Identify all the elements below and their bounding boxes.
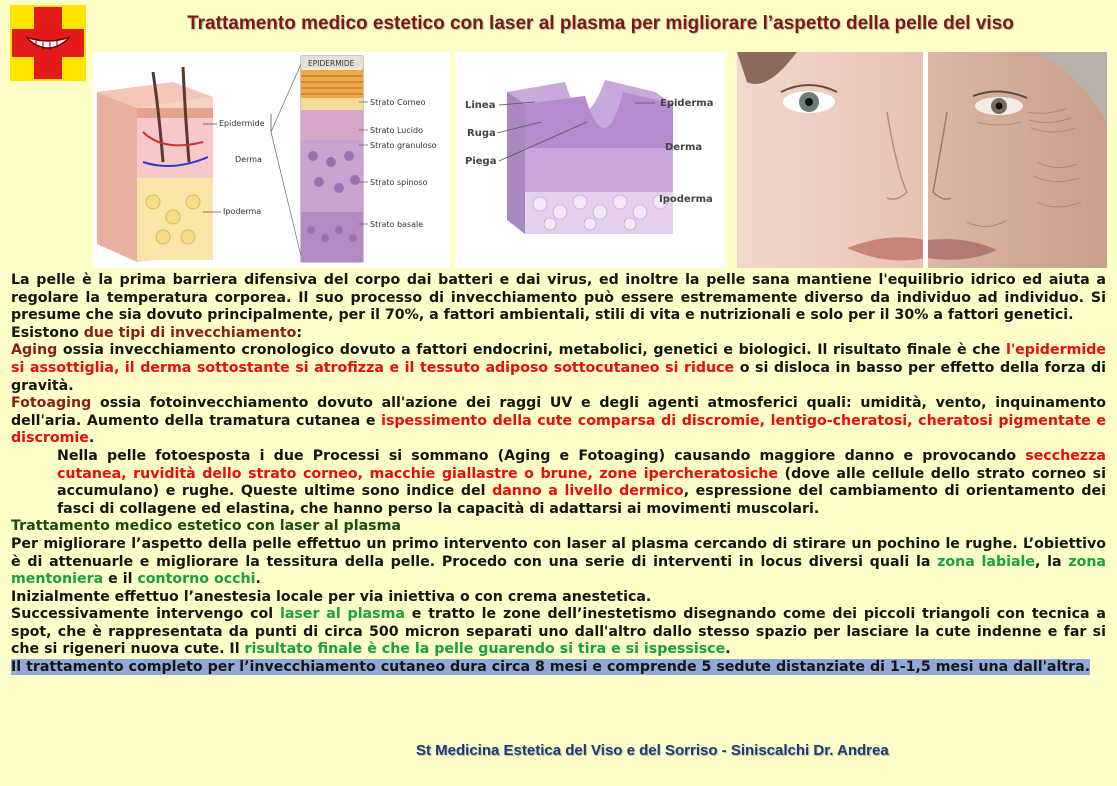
highlight-aging-effects: l'epidermide si assottiglia, il derma sottostante si atrofizza e il tessuto adiposo sottocutaneo si riduce	[11, 342, 1106, 376]
highlight-laser-plasma: laser al plasma	[279, 606, 405, 623]
paragraph-treatment-intro: Per migliorare l’aspetto della pelle effettuo un primo intervento con laser al plasma cercando di stirare un pochino le rughe. L’obiettivo è di attenuarle e migliorare la tessitura della pelle. Procedo con una serie di interventi in locus diversi quali la zona labiale, la zona mentoniera e il contorno occhi.	[11, 535, 1106, 588]
skin-layers-diagram	[93, 52, 450, 268]
section-heading-treatment: Trattamento medico estetico con laser al plasma	[11, 518, 401, 535]
fold-label-piega: Piega	[465, 156, 497, 167]
highlight-combined-effects: secchezza cutanea, ruvidità dello strato corneo, macchie giallastre o brune, zone ipercheratosiche	[57, 447, 1106, 482]
term-fotoaging: Fotoaging	[11, 395, 92, 412]
paragraph-combined: Nella pelle fotoesposta i due Processi si sommano (Aging e Fotoaging) causando maggiore danno e provocando secchezza cutanea, ruvidità dello strato corneo, macchie giallastre o brune, zone ipercheratosiche (dove alle cellule dello strato corneo si accumulano) e rughe. Queste ultime sono indice del danno a livello dermico, espressione del cambiamento di orientamento dei fasci di collagene ed elastina, che hanno perso la capacità di adattarsi ai movimenti muscolari.	[57, 447, 1106, 517]
highlight-due-tipi: due tipi di invecchiamento	[83, 324, 297, 341]
paragraph-fotoaging: Fotoaging ossia fotoinvecchiamento dovuto all'azione dei raggi UV e degli agenti atmosferici quali: umidità, vento, inquinamento dell'aria. Aumento della tramatura cutanea e ispessimento della cute comparsa di discromie, lentigo-cheratosi, cheratosi pigmentate e discromie.	[11, 395, 1106, 447]
highlight-danno-dermico: danno a livello dermico	[492, 483, 684, 500]
paragraph-intro: La pelle è la prima barriera difensiva del corpo dai batteri e dai virus, ed inoltre la pelle sana mantiene l'equilibrio idrico ed aiuta a regolare la temperatura corporea. Il suo processo di invecchiamento può essere estremamente diverso da individuo ad individuo. Si presume che sia dovuto principalmente, per il 70%, a fattori ambientali, stili di vita e nutrizionali e solo per il 30% a fattori genetici.	[11, 272, 1106, 324]
fold-label-ipoderma: Ipoderma	[659, 194, 713, 205]
paragraph-aging: Aging ossia invecchiamento cronologico dovuto a fattori endocrini, metabolici, genetici e biologici. Il risultato finale è che l'epidermide si assottiglia, il derma sottostante si atrofizza e il tessuto adiposo sottocutaneo si riduce o si disloca in basso per effetto della forza di gravità.	[11, 342, 1106, 394]
highlighted-duration: Il trattamento completo per l’invecchiamento cutaneo dura circa 8 mesi e comprende 5 sedute distanziate di 1-1,5 mesi una dall'altra.	[11, 659, 1091, 676]
fold-label-derma: Derma	[665, 142, 703, 153]
skin-label-strato-basale: Strato basale	[370, 220, 424, 229]
skin-label-epidermide: Epidermide	[219, 119, 265, 128]
fold-label-epiderma: Epiderma	[660, 98, 714, 109]
logo-red-cross-smile-icon	[10, 5, 86, 81]
skin-label-strato-lucido: Strato Lucido	[370, 126, 423, 135]
term-aging: Aging	[11, 342, 58, 359]
fold-label-ruga: Ruga	[467, 128, 496, 139]
paragraph-laser: Successivamente intervengo col laser al plasma e tratto le zone dell’inestetismo disegnando come dei piccoli triangoli con tecnica a spot, che è rappresentata da punti di circa 500 micron separati uno dall'altro dallo stesso spazio per lasciare la cute indenne e far si che si rigeneri nuova cute. Il risultato finale è che la pelle guarendo si tira e si ispessisce.	[11, 606, 1106, 658]
skin-label-strato-granuloso: Strato granuloso	[370, 141, 437, 150]
paragraph-types: Esistono due tipi di invecchiamento:	[11, 324, 303, 341]
paragraph-duration	[11, 659, 1106, 677]
highlight-zona-labiale: zona labiale	[937, 553, 1036, 570]
highlight-risultato-finale: risultato finale è che la pelle guarendo si tira e si ispessisce	[244, 641, 726, 658]
skin-label-strato-spinoso: Strato spinoso	[370, 178, 428, 187]
footer-signature: St Medicina Estetica del Viso e del Sorriso - Siniscalchi Dr. Andrea	[416, 742, 889, 759]
skin-label-derma: Derma	[235, 155, 262, 164]
skin-zoom-header: EPIDERMIDE	[308, 59, 355, 68]
skin-fold-diagram	[455, 52, 725, 268]
article-body	[11, 272, 1106, 677]
highlight-zona-mentoniera: zona mentoniera	[11, 553, 1106, 588]
fold-label-linea: Linea	[465, 100, 496, 111]
paragraph-anesthesia: Inizialmente effettuo l’anestesia locale per via iniettiva o con crema anestetica.	[11, 588, 652, 605]
face-comparison-photo	[737, 52, 1107, 268]
red-cross-smile-icon	[10, 5, 86, 81]
skin-label-strato-corneo: Strato Corneo	[370, 98, 426, 107]
highlight-contorno-occhi: contorno occhi	[137, 571, 256, 588]
skin-label-ipoderma: Ipoderma	[223, 207, 262, 216]
page-title: Trattamento medico estetico con laser al plasma per migliorare l’aspetto della pelle del viso	[187, 13, 1014, 34]
highlight-fotoaging-effects: ispessimento della cute comparsa di discromie, lentigo-cheratosi, cheratosi pigmentate e discromie	[11, 412, 1106, 447]
